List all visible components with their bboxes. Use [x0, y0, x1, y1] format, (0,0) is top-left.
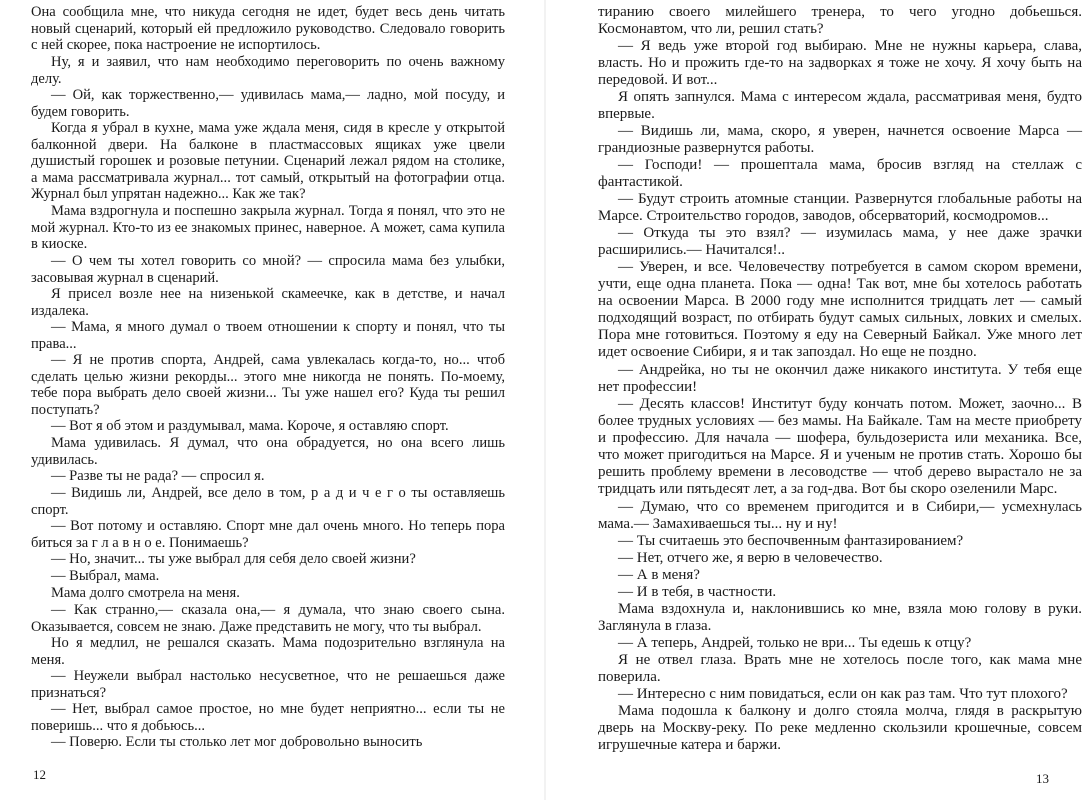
paragraph: — Думаю, что со временем пригодится и в Сибири,— усмехнулась мама.— Замахиваешься ты... ну и ну!: [598, 499, 1082, 533]
page-number: 12: [33, 767, 46, 782]
paragraph: — Ты считаешь это беспочвенным фантазированием?: [618, 533, 964, 549]
paragraph: Я не отвел глаза. Врать мне не хотелось после того, как мама мне поверила.: [598, 652, 1082, 686]
paragraph: — Вот я об этом и раздумывал, мама. Короче, я оставляю спорт.: [51, 418, 449, 434]
paragraph: — Будут строить атомные станции. Развернутся глобальные работы на Марсе. Строительство городов, заводов, обсерваторий, космодромов...: [598, 191, 1082, 225]
paragraph: Я присел возле нее на низенькой скамеечке, как в детстве, и начал издалека.: [31, 286, 505, 319]
paragraph: — Я не против спорта, Андрей, сама увлекалась когда-то, но... чтоб сделать целью жизни рекорды... этого мне никогда не понять. По-моему, тебе пора выбрать дело своей жизни... Ты уже нашел его? Куда ты решил поступать?: [31, 352, 505, 418]
paragraph: — А в меня?: [618, 567, 700, 583]
gutter: [544, 0, 546, 800]
paragraph: — Разве ты не рада? — спросил я.: [51, 468, 265, 484]
paragraph: — Как странно,— сказала она,— я думала, что знаю своего сына. Оказывается, совсем не знаю. Даже представить не могу, что ты выбрал.: [31, 602, 505, 635]
paragraph: — Десять классов! Институт буду кончать потом. Может, заочно... В более трудных условиях — без мамы. На Байкале. Там на месте приобрету и профессию. Для начала — шофера, бульдозериста или механика. Все, что может пригодиться на Марсе. Я и ученым не против стать. Хорошо бы решить проблему времени в лесоводстве — чтоб дерево вырастало не за тридцать или пятьдесят лет, а за год-два. Вот бы скоро озеленили Марс.: [598, 396, 1082, 498]
paragraph: — Видишь ли, мама, скоро, я уверен, начнется освоение Марса — грандиозные развернутся работы.: [598, 123, 1082, 157]
paragraph: — Но, значит... ты уже выбрал для себя дело своей жизни?: [51, 551, 416, 567]
paragraph: Мама вздохнула и, наклонившись ко мне, взяла мою голову в руки. Заглянула в глаза.: [598, 601, 1082, 635]
paragraph: — Уверен, и все. Человечеству потребуется в самом скором времени, учти, еще одна планета. Пока — одна! Так вот, мне бы хотелось работать на освоении Марса. В 2000 году мне исполнится тридцать лет — самый подходящий возраст, по отбирать будут самых сильных, ловких и смелых. Пора мне готовиться. Поэтому я еду на Северный Байкал. Уже много лет идет освоение Сибири, я и так запоздал. Но еще не поздно.: [598, 259, 1082, 361]
paragraph: тиранию своего милейшего тренера, то чего угодно добьешься. Космонавтом, что ли, решил стать?: [598, 4, 1082, 38]
paragraph: — Мама, я много думал о твоем отношении к спорту и понял, что ты права...: [31, 319, 505, 352]
paragraph: Но я медлил, не решался сказать. Мама подозрительно взглянула на меня.: [31, 635, 505, 668]
paragraph: — Неужели выбрал настолько несусветное, что не решаешься даже признаться?: [31, 668, 505, 701]
paragraph: — Вот потому и оставляю. Спорт мне дал очень много. Но теперь пора биться за г л а в н о е. Понимаешь?: [31, 518, 505, 551]
paragraph: — Откуда ты это взял? — изумилась мама, у нее даже зрачки расширились.— Начитался!..: [598, 225, 1082, 259]
paragraph: — Интересно с ним повидаться, если он как раз там. Что тут плохого?: [618, 686, 1068, 702]
paragraph: Я опять запнулся. Мама с интересом ждала, рассматривая меня, будто впервые.: [598, 89, 1082, 123]
paragraph: Она сообщила мне, что никуда сегодня не идет, будет весь день читать новый сценарий, который ей предложило руководство. Следовало говорить с ней скорее, пока настроение не испортилось.: [31, 4, 505, 54]
paragraph: — Андрейка, но ты не окончил даже никакого института. У тебя еще нет профессии!: [598, 362, 1082, 396]
paragraph: — Нет, выбрал самое простое, но мне будет неприятно... если ты не поверишь... что я добьюсь...: [31, 701, 505, 734]
paragraph: — Видишь ли, Андрей, все дело в том, р а д и ч е г о ты оставляешь спорт.: [31, 485, 505, 518]
paragraph: — Выбрал, мама.: [51, 568, 160, 584]
paragraph: Мама подошла к балкону и долго стояла молча, глядя в раскрытую дверь на Москву-реку. По реке медленно скользили крошечные, совсем игрушечные катера и баржи.: [598, 703, 1082, 754]
paragraph: Когда я убрал в кухне, мама уже ждала меня, сидя в кресле у открытой балконной двери. На балконе в пластмассовых ящиках уже цвели душистый горошек и розовые петунии. Сценарий лежал рядом на столике, а мама рассматривала журнал... тот самый, открытый на фотографии отца. Журнал был упрятан надежно... Как же так?: [31, 120, 505, 203]
paragraph: — И в тебя, в частности.: [618, 584, 777, 600]
page-number: 13: [1036, 771, 1049, 786]
paragraph: — О чем ты хотел говорить со мной? — спросила мама без улыбки, засовывая журнал в сценарий.: [31, 253, 505, 286]
paragraph: Мама долго смотрела на меня.: [51, 585, 240, 601]
paragraph: Мама удивилась. Я думал, что она обрадуется, но она всего лишь удивилась.: [31, 435, 505, 468]
paragraph: — Поверю. Если ты столько лет мог добровольно выносить: [51, 734, 423, 750]
paragraph: — Господи! — прошептала мама, бросив взгляд на стеллаж с фантастикой.: [598, 157, 1082, 191]
paragraph: Мама вздрогнула и поспешно закрыла журнал. Тогда я понял, что это не мой журнал. Кто-то из ее знакомых принес, наверное. А может, сама купила в киоске.: [31, 203, 505, 253]
paragraph: Ну, я и заявил, что нам необходимо переговорить по очень важному делу.: [31, 54, 505, 87]
paragraph: — Я ведь уже второй год выбираю. Мне не нужны карьера, слава, власть. Но и прожить где-то на задворках я тоже не хочу. Я хочу быть на передовой. И вот...: [598, 38, 1082, 89]
paragraph: — Нет, отчего же, я верю в человечество.: [618, 550, 883, 566]
paragraph: — А теперь, Андрей, только не ври... Ты едешь к отцу?: [618, 635, 972, 651]
paragraph: — Ой, как торжественно,— удивилась мама,— ладно, мой посуду, и будем говорить.: [31, 87, 505, 120]
